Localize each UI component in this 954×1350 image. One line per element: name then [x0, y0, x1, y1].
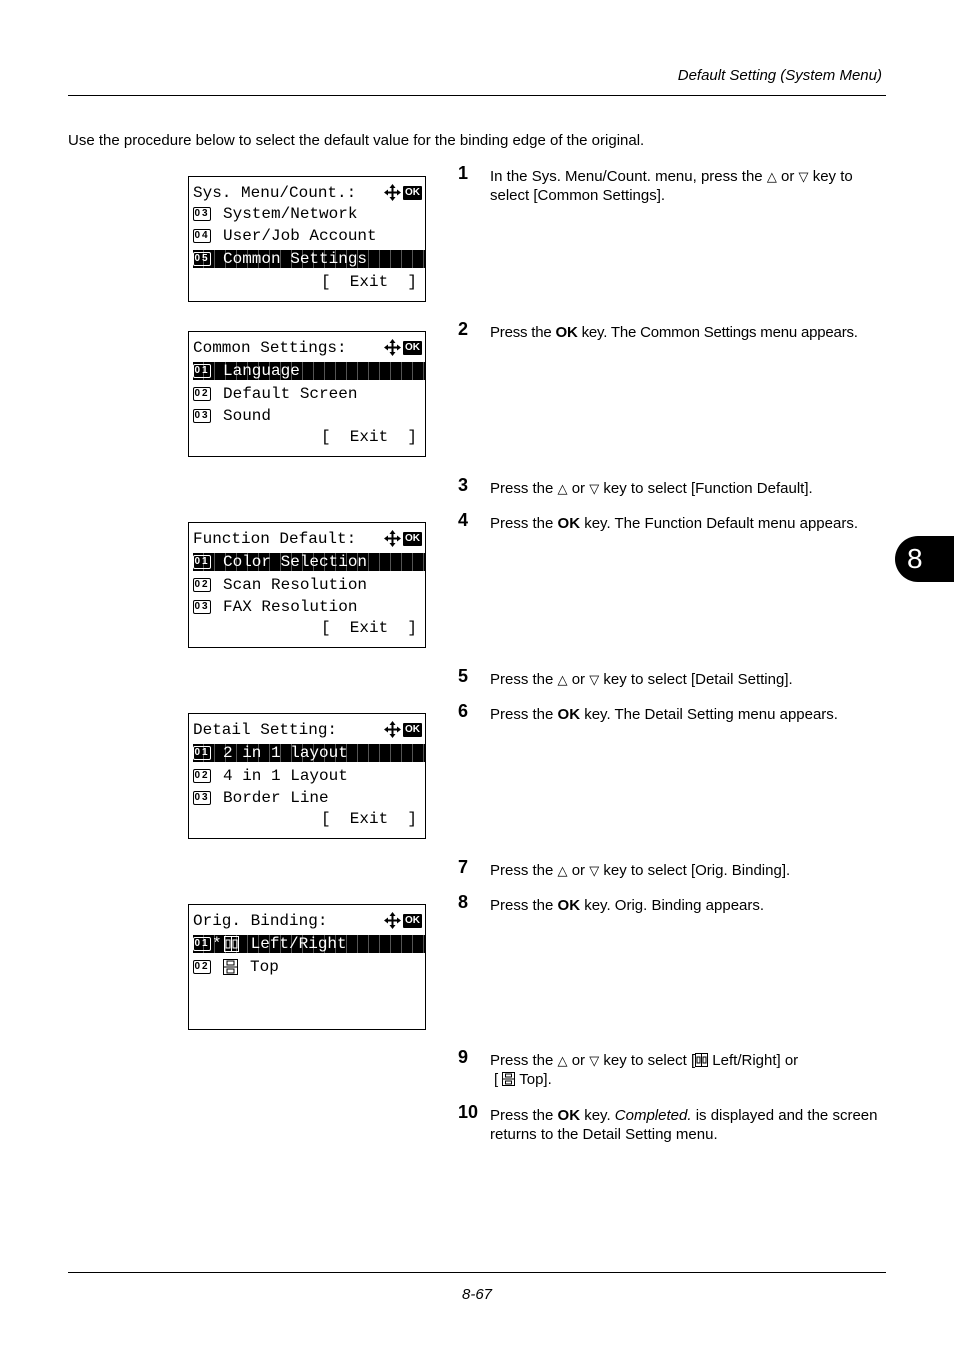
chapter-tab: 8 [895, 536, 954, 582]
row-label: System/Network [223, 204, 358, 223]
row-number-badge: 03 [194, 409, 210, 421]
page-number: 8-67 [461, 1286, 493, 1303]
menu-row-selected [193, 362, 425, 380]
menu-row [193, 766, 425, 785]
row-label: User/Job Account [223, 226, 377, 245]
four-way-arrow-icon [384, 912, 401, 929]
top-binding-icon [502, 1072, 515, 1086]
step-number: 7 [458, 857, 469, 877]
top-binding-icon [223, 959, 238, 975]
panel-title: Sys. Menu/Count.: [193, 184, 357, 202]
step-text: Press the △ or ▽ key to select [Function Default]. [490, 480, 813, 497]
up-key-icon: △ [557, 672, 568, 687]
row-number-badge: 03 [194, 600, 210, 612]
down-key-icon: ▽ [798, 169, 809, 184]
row-number-badge: 02 [194, 769, 210, 781]
row-label: Sound [223, 406, 272, 425]
row-label: Border Line [223, 788, 329, 807]
nav-icons [384, 184, 422, 201]
step-text: Press the OK key. The Common Settings menu appears. [490, 324, 858, 341]
step-text: Press the △ or ▽ key to select [ Left/Right] or [ Top]. [490, 1052, 799, 1088]
exit-softkey: [ Exit ] [320, 619, 417, 637]
exit-softkey: [ Exit ] [320, 428, 417, 446]
ok-key-icon: OK [405, 186, 420, 198]
step-2 [458, 319, 888, 342]
down-key-icon: ▽ [589, 863, 600, 878]
row-number-badge: 01 [194, 365, 210, 376]
row-number-badge: 03 [194, 207, 210, 219]
step-5 [458, 666, 888, 689]
footer-rule [68, 1272, 886, 1273]
row-number-badge: 03 [194, 791, 210, 803]
four-way-arrow-icon [384, 530, 401, 547]
lcd-panel-function-default [188, 522, 426, 648]
panel-title: Orig. Binding: [193, 912, 328, 930]
row-number-badge: 01 [194, 938, 210, 949]
four-way-arrow-icon [384, 339, 401, 356]
row-label: 2 in 1 layout [223, 744, 348, 762]
step-number: 10 [458, 1102, 479, 1122]
ok-key-icon: OK [405, 341, 420, 353]
step-8 [458, 892, 888, 915]
menu-row-selected [193, 553, 425, 571]
step-number: 8 [458, 892, 469, 912]
row-label: Scan Resolution [223, 575, 368, 594]
left-right-binding-icon [695, 1053, 708, 1067]
row-label: Common Settings [223, 250, 368, 268]
step-3 [458, 475, 888, 498]
menu-row [193, 575, 425, 594]
step-number: 6 [458, 701, 469, 721]
step-6 [458, 701, 888, 724]
ok-key-icon: OK [405, 532, 420, 544]
menu-row [193, 226, 425, 245]
lcd-panel-common-settings [188, 331, 426, 457]
row-number-badge: 01 [194, 747, 210, 758]
step-9 [458, 1047, 888, 1089]
row-label: Top [250, 957, 279, 976]
menu-row [193, 957, 425, 976]
header-title: Default Setting (System Menu) [677, 67, 882, 84]
lcd-panel-detail-setting [188, 713, 426, 839]
up-key-icon: △ [557, 1053, 568, 1068]
lcd-panel-orig-binding [188, 904, 426, 1030]
nav-icons [384, 530, 422, 547]
exit-softkey: [ Exit ] [320, 273, 417, 291]
step-4 [458, 510, 888, 533]
row-number-badge: 02 [194, 387, 210, 399]
row-label: FAX Resolution [223, 597, 358, 616]
ok-key-icon: OK [405, 723, 420, 735]
up-key-icon: △ [557, 863, 568, 878]
step-number: 3 [458, 475, 469, 495]
down-key-icon: ▽ [589, 481, 600, 496]
menu-row [193, 406, 425, 425]
nav-icons [384, 912, 422, 929]
row-number-badge: 04 [194, 229, 210, 241]
down-key-icon: ▽ [589, 672, 600, 687]
menu-row-selected [193, 744, 425, 762]
step-text: Press the △ or ▽ key to select [Orig. Binding]. [490, 862, 791, 879]
menu-row [193, 204, 425, 223]
row-number-badge: 02 [194, 578, 210, 590]
four-way-arrow-icon [384, 721, 401, 738]
menu-row [193, 384, 425, 403]
step-text: Press the OK key. Orig. Binding appears. [490, 897, 765, 914]
menu-row-selected [193, 935, 425, 953]
exit-softkey: [ Exit ] [320, 810, 417, 828]
row-number-badge: 02 [194, 960, 210, 972]
row-label: 4 in 1 Layout [223, 766, 348, 785]
header-rule [68, 95, 886, 96]
up-key-icon: △ [766, 169, 777, 184]
panel-title: Common Settings: [193, 339, 347, 357]
step-10 [458, 1102, 888, 1144]
panel-title: Detail Setting: [193, 721, 338, 739]
step-number: 1 [458, 163, 469, 183]
step-7 [458, 857, 888, 880]
ok-key-icon: OK [405, 914, 420, 926]
menu-row-selected [193, 250, 425, 268]
nav-icons [384, 721, 422, 738]
step-text: In the Sys. Menu/Count. menu, press the △ or ▽ key to select [Common Settings]. [490, 168, 853, 204]
intro-text: Use the procedure below to select the default value for the binding edge of the original. [68, 132, 645, 149]
four-way-arrow-icon [384, 184, 401, 201]
step-text: Press the OK key. The Detail Setting menu appears. [490, 706, 838, 723]
left-right-binding-icon [224, 936, 239, 952]
row-number-badge: 05 [194, 253, 210, 264]
step-1 [458, 163, 888, 205]
nav-icons [384, 339, 422, 356]
step-number: 4 [458, 510, 469, 530]
step-text: Press the △ or ▽ key to select [Detail Setting]. [490, 671, 793, 688]
menu-row [193, 788, 425, 807]
row-label: Color Selection [223, 553, 368, 571]
menu-row [193, 597, 425, 616]
row-number-badge: 01 [194, 556, 210, 567]
down-key-icon: ▽ [589, 1053, 600, 1068]
step-text: Press the OK key. Completed. is displayed and the screen returns to the Detail Setting menu. [490, 1107, 878, 1143]
step-number: 5 [458, 666, 469, 686]
step-number: 2 [458, 319, 469, 339]
default-marker: * [212, 935, 222, 953]
step-number: 9 [458, 1047, 469, 1067]
up-key-icon: △ [557, 481, 568, 496]
row-label: Default Screen [223, 384, 358, 403]
step-text: Press the OK key. The Function Default menu appears. [490, 515, 858, 532]
lcd-panel-sys-menu [188, 176, 426, 302]
row-label: Language [223, 362, 300, 380]
panel-title: Function Default: [193, 530, 357, 548]
row-label: Left/Right [250, 935, 347, 953]
